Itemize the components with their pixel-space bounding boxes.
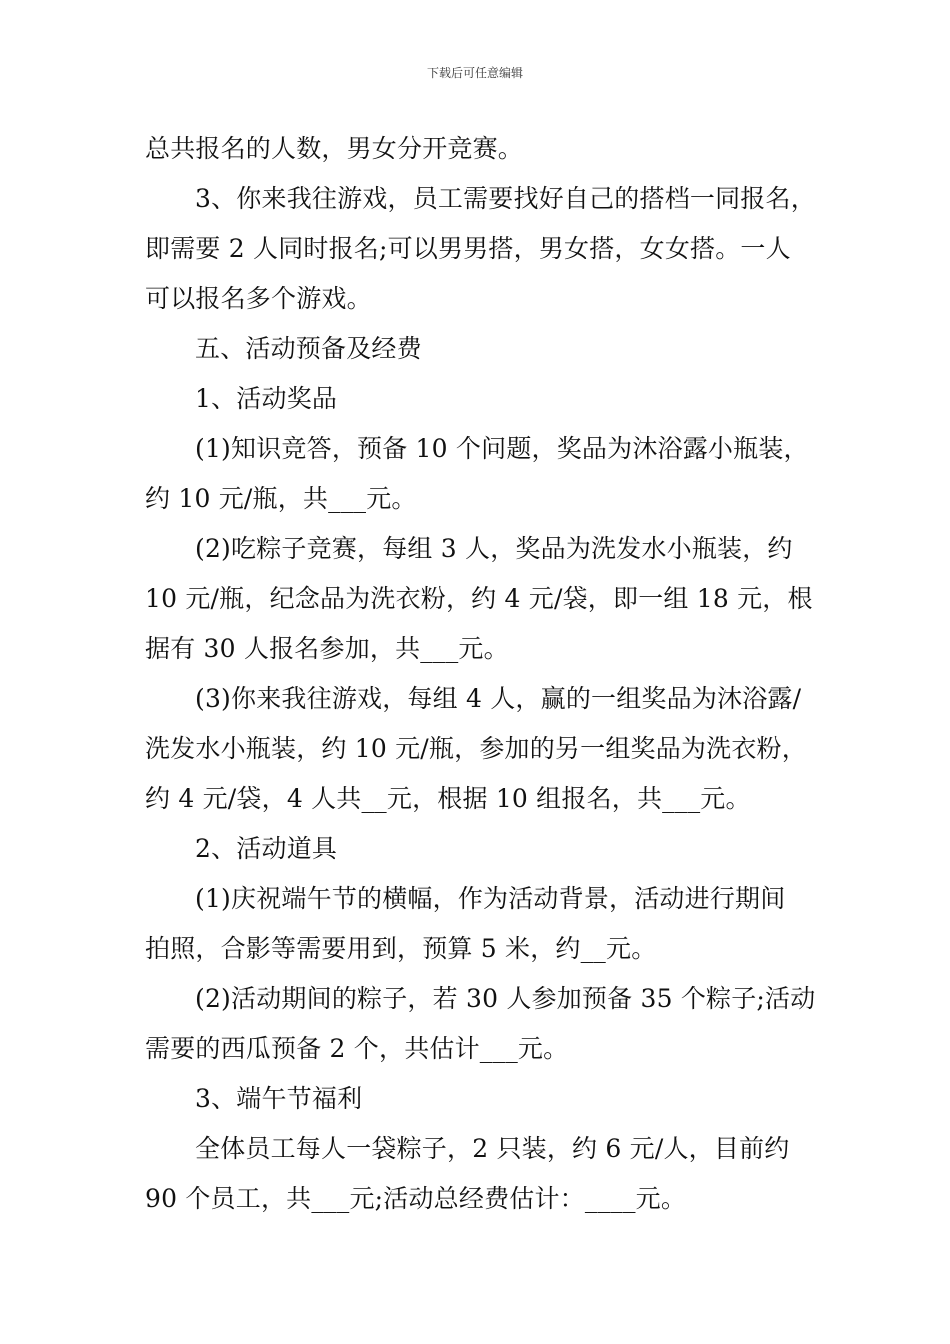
text-line: (1)庆祝端午节的横幅，作为活动背景，活动进行期间 [195, 884, 786, 913]
text-line: 1、活动奖品 [195, 384, 338, 413]
text-line: 需要的西瓜预备 2 个，共估计___元。 [145, 1034, 569, 1063]
text-line: 3、端午节福利 [195, 1084, 363, 1113]
page-header: 下载后可任意编辑 [426, 66, 523, 80]
text-line: 10 元/瓶，纪念品为洗衣粉，约 4 元/袋，即一组 18 元，根 [145, 584, 813, 613]
text-line: 拍照，合影等需要用到，预算 5 米，约__元。 [145, 934, 657, 963]
text-line: 五、活动预备及经费 [195, 334, 422, 363]
text-line: 90 个员工，共___元;活动总经费估计：____元。 [145, 1184, 687, 1213]
text-line: 全体员工每人一袋粽子，2 只装，约 6 元/人，目前约 [195, 1134, 790, 1163]
text-line: 据有 30 人报名参加，共___元。 [145, 634, 509, 663]
text-line: 3、你来我往游戏，员工需要找好自己的搭档一同报名， [195, 184, 816, 213]
text-line: 约 4 元/袋，4 人共__元，根据 10 组报名，共___元。 [145, 784, 751, 813]
text-line: (1)知识竞答，预备 10 个问题，奖品为沐浴露小瓶装， [195, 434, 809, 463]
text-line: 约 10 元/瓶，共___元。 [145, 484, 417, 513]
document-body [145, 124, 816, 1224]
text-line: 2、活动道具 [195, 834, 338, 863]
text-line: (2)吃粽子竞赛，每组 3 人，奖品为洗发水小瓶装，约 [195, 534, 793, 563]
text-line: (2)活动期间的粽子，若 30 人参加预备 35 个粽子;活动 [195, 984, 816, 1013]
text-line: 洗发水小瓶装，约 10 元/瓶，参加的另一组奖品为洗衣粉， [145, 734, 807, 763]
text-line: 总共报名的人数，男女分开竞赛。 [145, 134, 524, 163]
text-line: 即需要 2 人同时报名;可以男男搭，男女搭，女女搭。一人 [145, 234, 791, 263]
text-line: (3)你来我往游戏，每组 4 人，赢的一组奖品为沐浴露/ [195, 684, 802, 713]
text-line: 可以报名多个游戏。 [145, 284, 372, 313]
